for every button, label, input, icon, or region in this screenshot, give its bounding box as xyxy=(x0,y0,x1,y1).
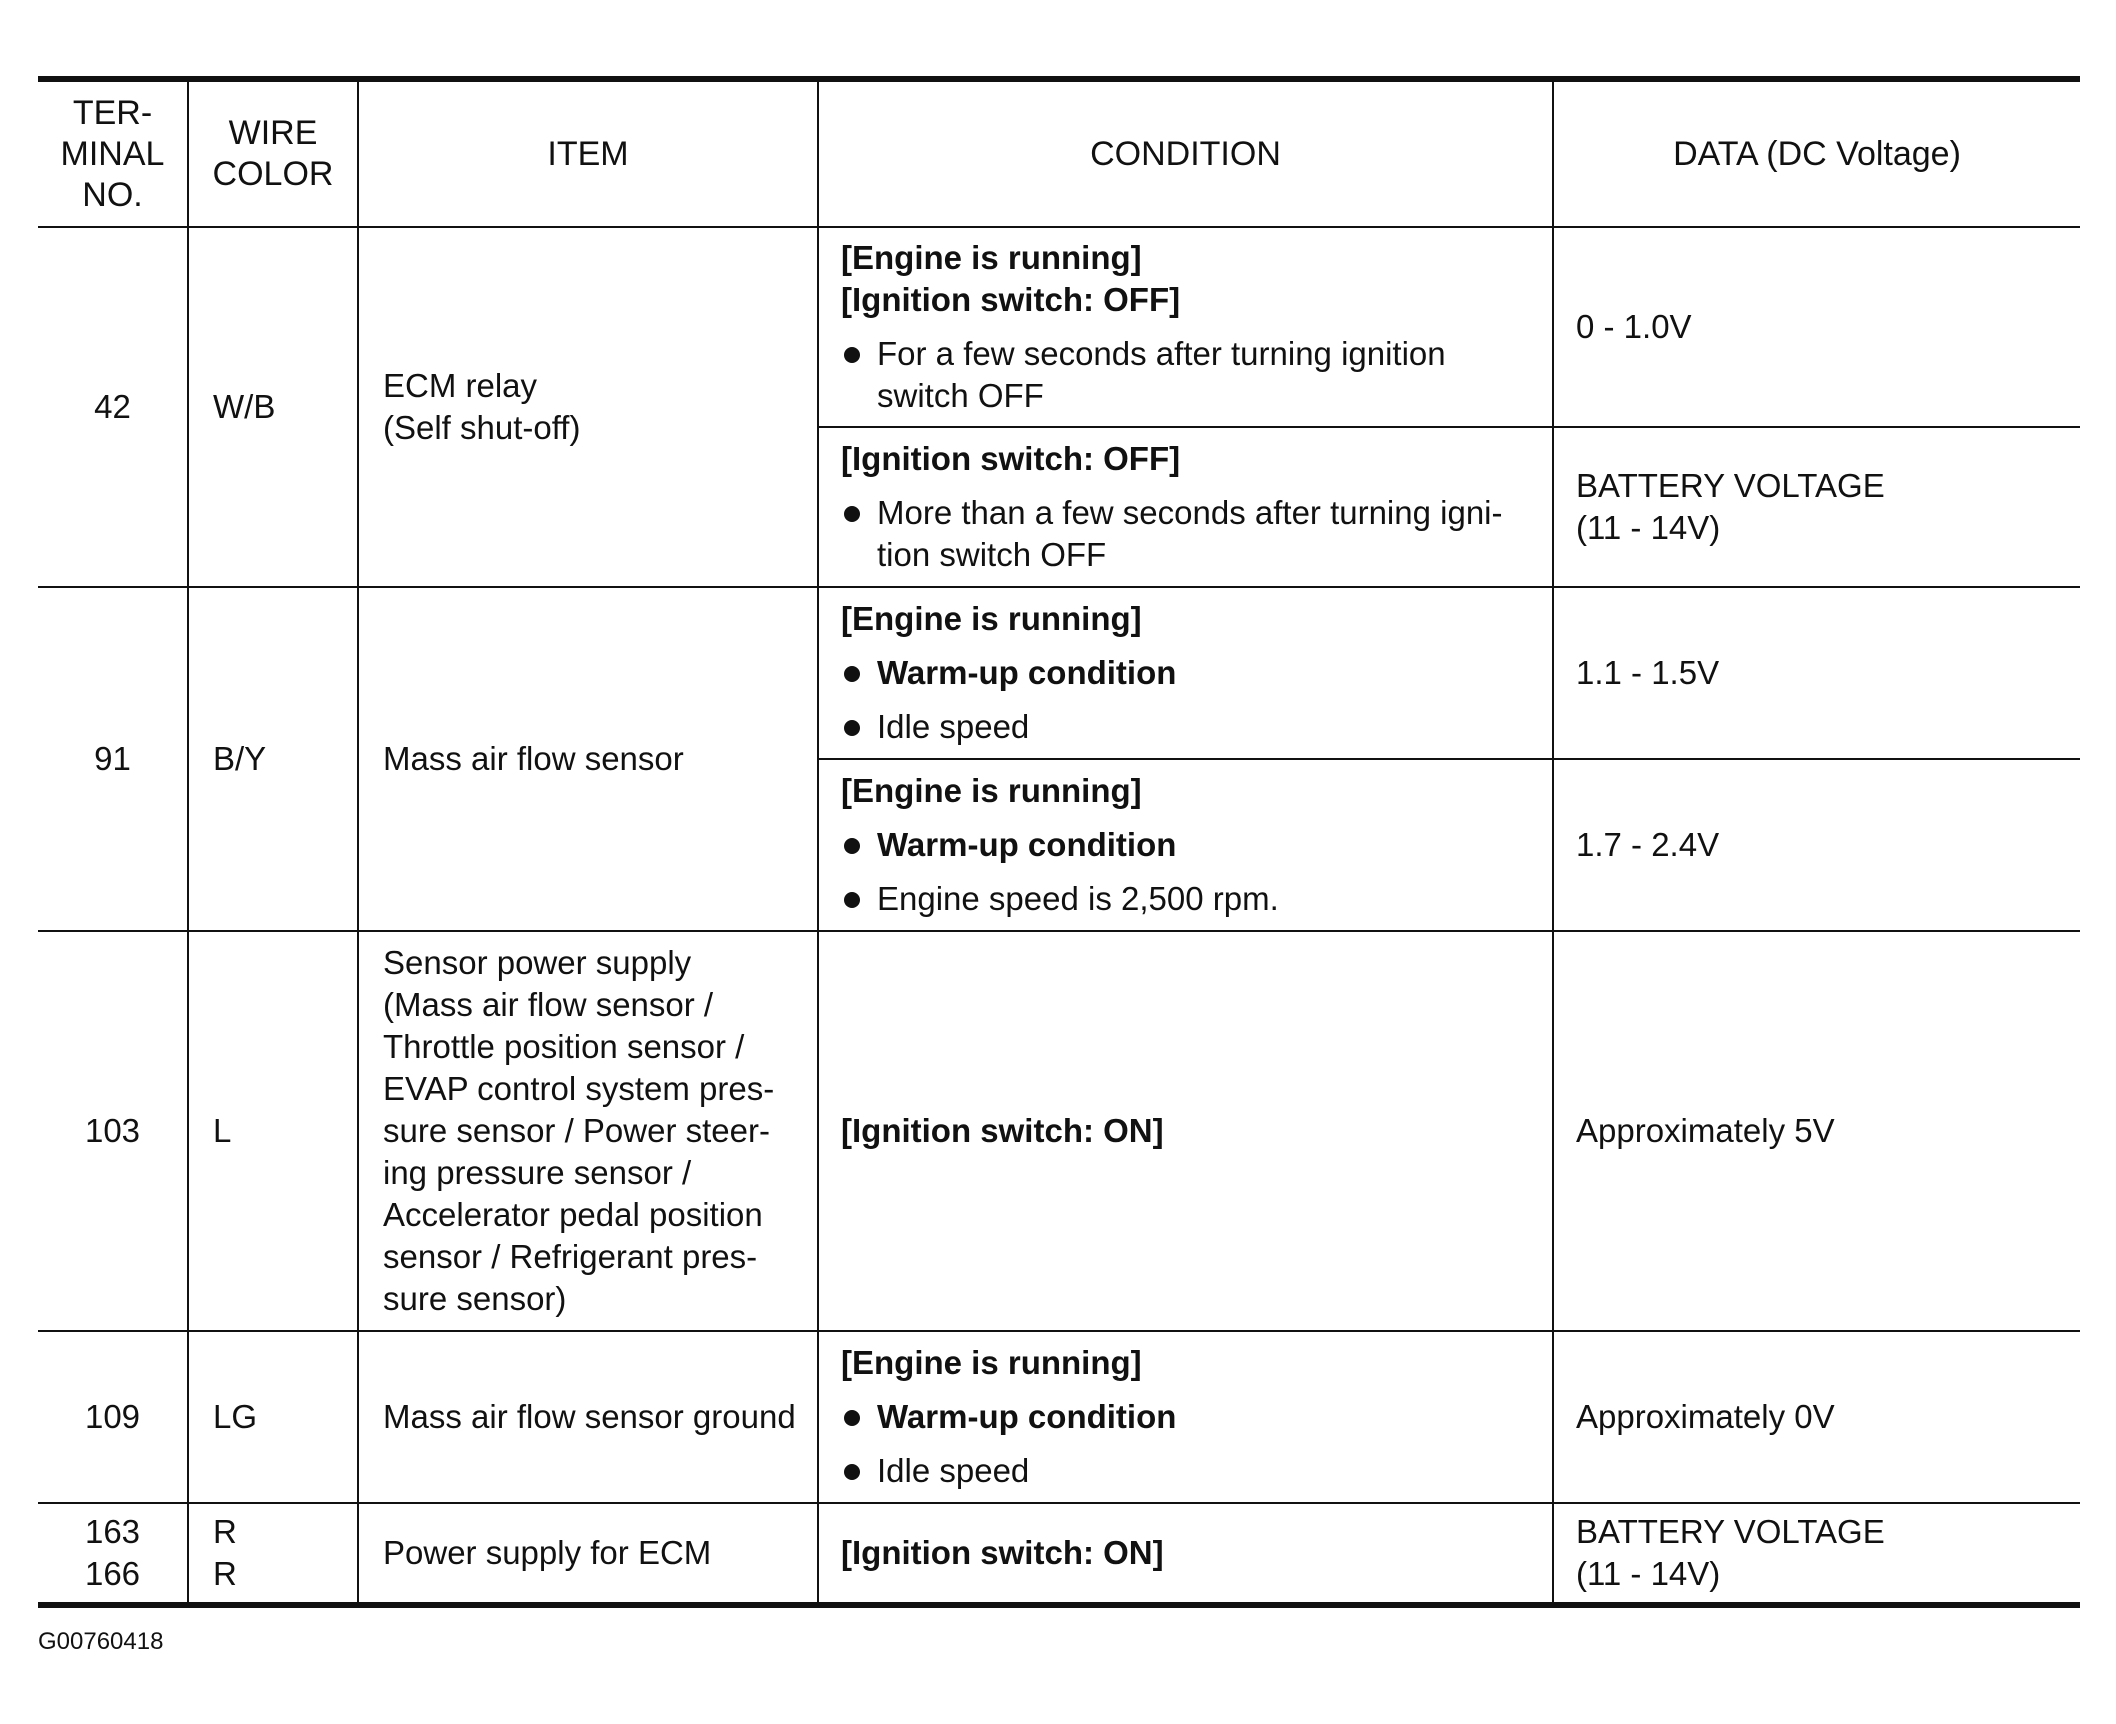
wire-color-cell: L xyxy=(188,931,358,1331)
table-row xyxy=(38,931,2080,1331)
wire-color-cell: LG xyxy=(188,1331,358,1503)
terminal-cell: 42 xyxy=(94,388,131,425)
condition-line: [Ignition switch: OFF] xyxy=(841,281,1181,318)
bullet-dot-icon xyxy=(844,506,860,522)
header-data: DATA (DC Voltage) xyxy=(1553,79,2080,227)
condition-bullet: More than a few seconds after turning igni-tion switch OFF xyxy=(841,492,1538,576)
item-cell: ECM relay (Self shut-off) xyxy=(358,227,818,587)
condition-line: [Ignition switch: OFF] xyxy=(841,440,1181,477)
bullet-dot-icon xyxy=(844,666,860,682)
wire-color-cell: W/B xyxy=(188,227,358,587)
header-condition: CONDITION xyxy=(818,79,1553,227)
terminal-reference-table xyxy=(38,76,2080,1608)
terminal-cell: 103 xyxy=(38,931,188,1331)
condition-cell xyxy=(818,1503,1553,1605)
bullet-dot-icon xyxy=(844,720,860,736)
bullet-dot-icon xyxy=(844,1410,860,1426)
condition-line: [Ignition switch: ON] xyxy=(841,1112,1164,1149)
bullet-dot-icon xyxy=(844,347,860,363)
wire-color-cell: R R xyxy=(188,1503,358,1605)
header-row xyxy=(38,79,2080,227)
condition-line: [Engine is running] xyxy=(841,239,1142,276)
wire-color-cell: B/Y xyxy=(188,587,358,931)
condition-cell xyxy=(818,1331,1553,1503)
data-cell: Approximately 5V xyxy=(1553,931,2080,1331)
condition-bullet: Idle speed xyxy=(841,1450,1538,1492)
condition-bullet: Idle speed xyxy=(841,706,1538,748)
data-cell: 1.1 - 1.5V xyxy=(1553,587,2080,759)
condition-cell xyxy=(818,427,1553,587)
bullet-dot-icon xyxy=(844,892,860,908)
condition-bullet: Warm-up condition xyxy=(841,652,1538,694)
bullet-dot-icon xyxy=(844,1464,860,1480)
header-item: ITEM xyxy=(358,79,818,227)
data-cell: 1.7 - 2.4V xyxy=(1553,759,2080,931)
condition-cell xyxy=(818,227,1553,427)
terminal-cell: 91 xyxy=(38,587,188,931)
condition-cell xyxy=(818,587,1553,759)
data-cell: BATTERY VOLTAGE (11 - 14V) xyxy=(1553,1503,2080,1605)
terminal-cell: 163 166 xyxy=(38,1503,188,1605)
condition-line: [Engine is running] xyxy=(841,600,1142,637)
condition-cell xyxy=(818,931,1553,1331)
item-cell: Sensor power supply (Mass air flow sensor / Throttle position sensor / EVAP control system pres- sure sensor / Power steer- ing pressure sensor / Accelerator pedal position sensor / Refrigerant pres- sure sensor) xyxy=(358,931,818,1331)
condition-bullet: Warm-up condition xyxy=(841,824,1538,866)
header-wire-color: WIRE COLOR xyxy=(188,79,358,227)
condition-line: [Ignition switch: ON] xyxy=(841,1534,1164,1571)
data-cell: 0 - 1.0V xyxy=(1553,227,2080,427)
data-cell: BATTERY VOLTAGE (11 - 14V) xyxy=(1553,427,2080,587)
header-terminal-no: TER- MINAL NO. xyxy=(38,79,188,227)
item-cell: Power supply for ECM xyxy=(358,1503,818,1605)
table-row xyxy=(38,227,2080,427)
condition-bullet: Warm-up condition xyxy=(841,1396,1538,1438)
table-row xyxy=(38,587,2080,759)
condition-line: [Engine is running] xyxy=(841,1344,1142,1381)
item-cell: Mass air flow sensor ground xyxy=(358,1331,818,1503)
condition-bullet: For a few seconds after turning ignition switch OFF xyxy=(841,333,1538,417)
figure-code: G00760418 xyxy=(38,1628,164,1655)
condition-cell xyxy=(818,759,1553,931)
terminal-cell: 109 xyxy=(38,1331,188,1503)
item-cell: Mass air flow sensor xyxy=(358,587,818,931)
table-row xyxy=(38,1331,2080,1503)
condition-bullet: Engine speed is 2,500 rpm. xyxy=(841,878,1538,920)
table-row xyxy=(38,1503,2080,1605)
condition-line: [Engine is running] xyxy=(841,772,1142,809)
data-cell: Approximately 0V xyxy=(1553,1331,2080,1503)
bullet-dot-icon xyxy=(844,838,860,854)
